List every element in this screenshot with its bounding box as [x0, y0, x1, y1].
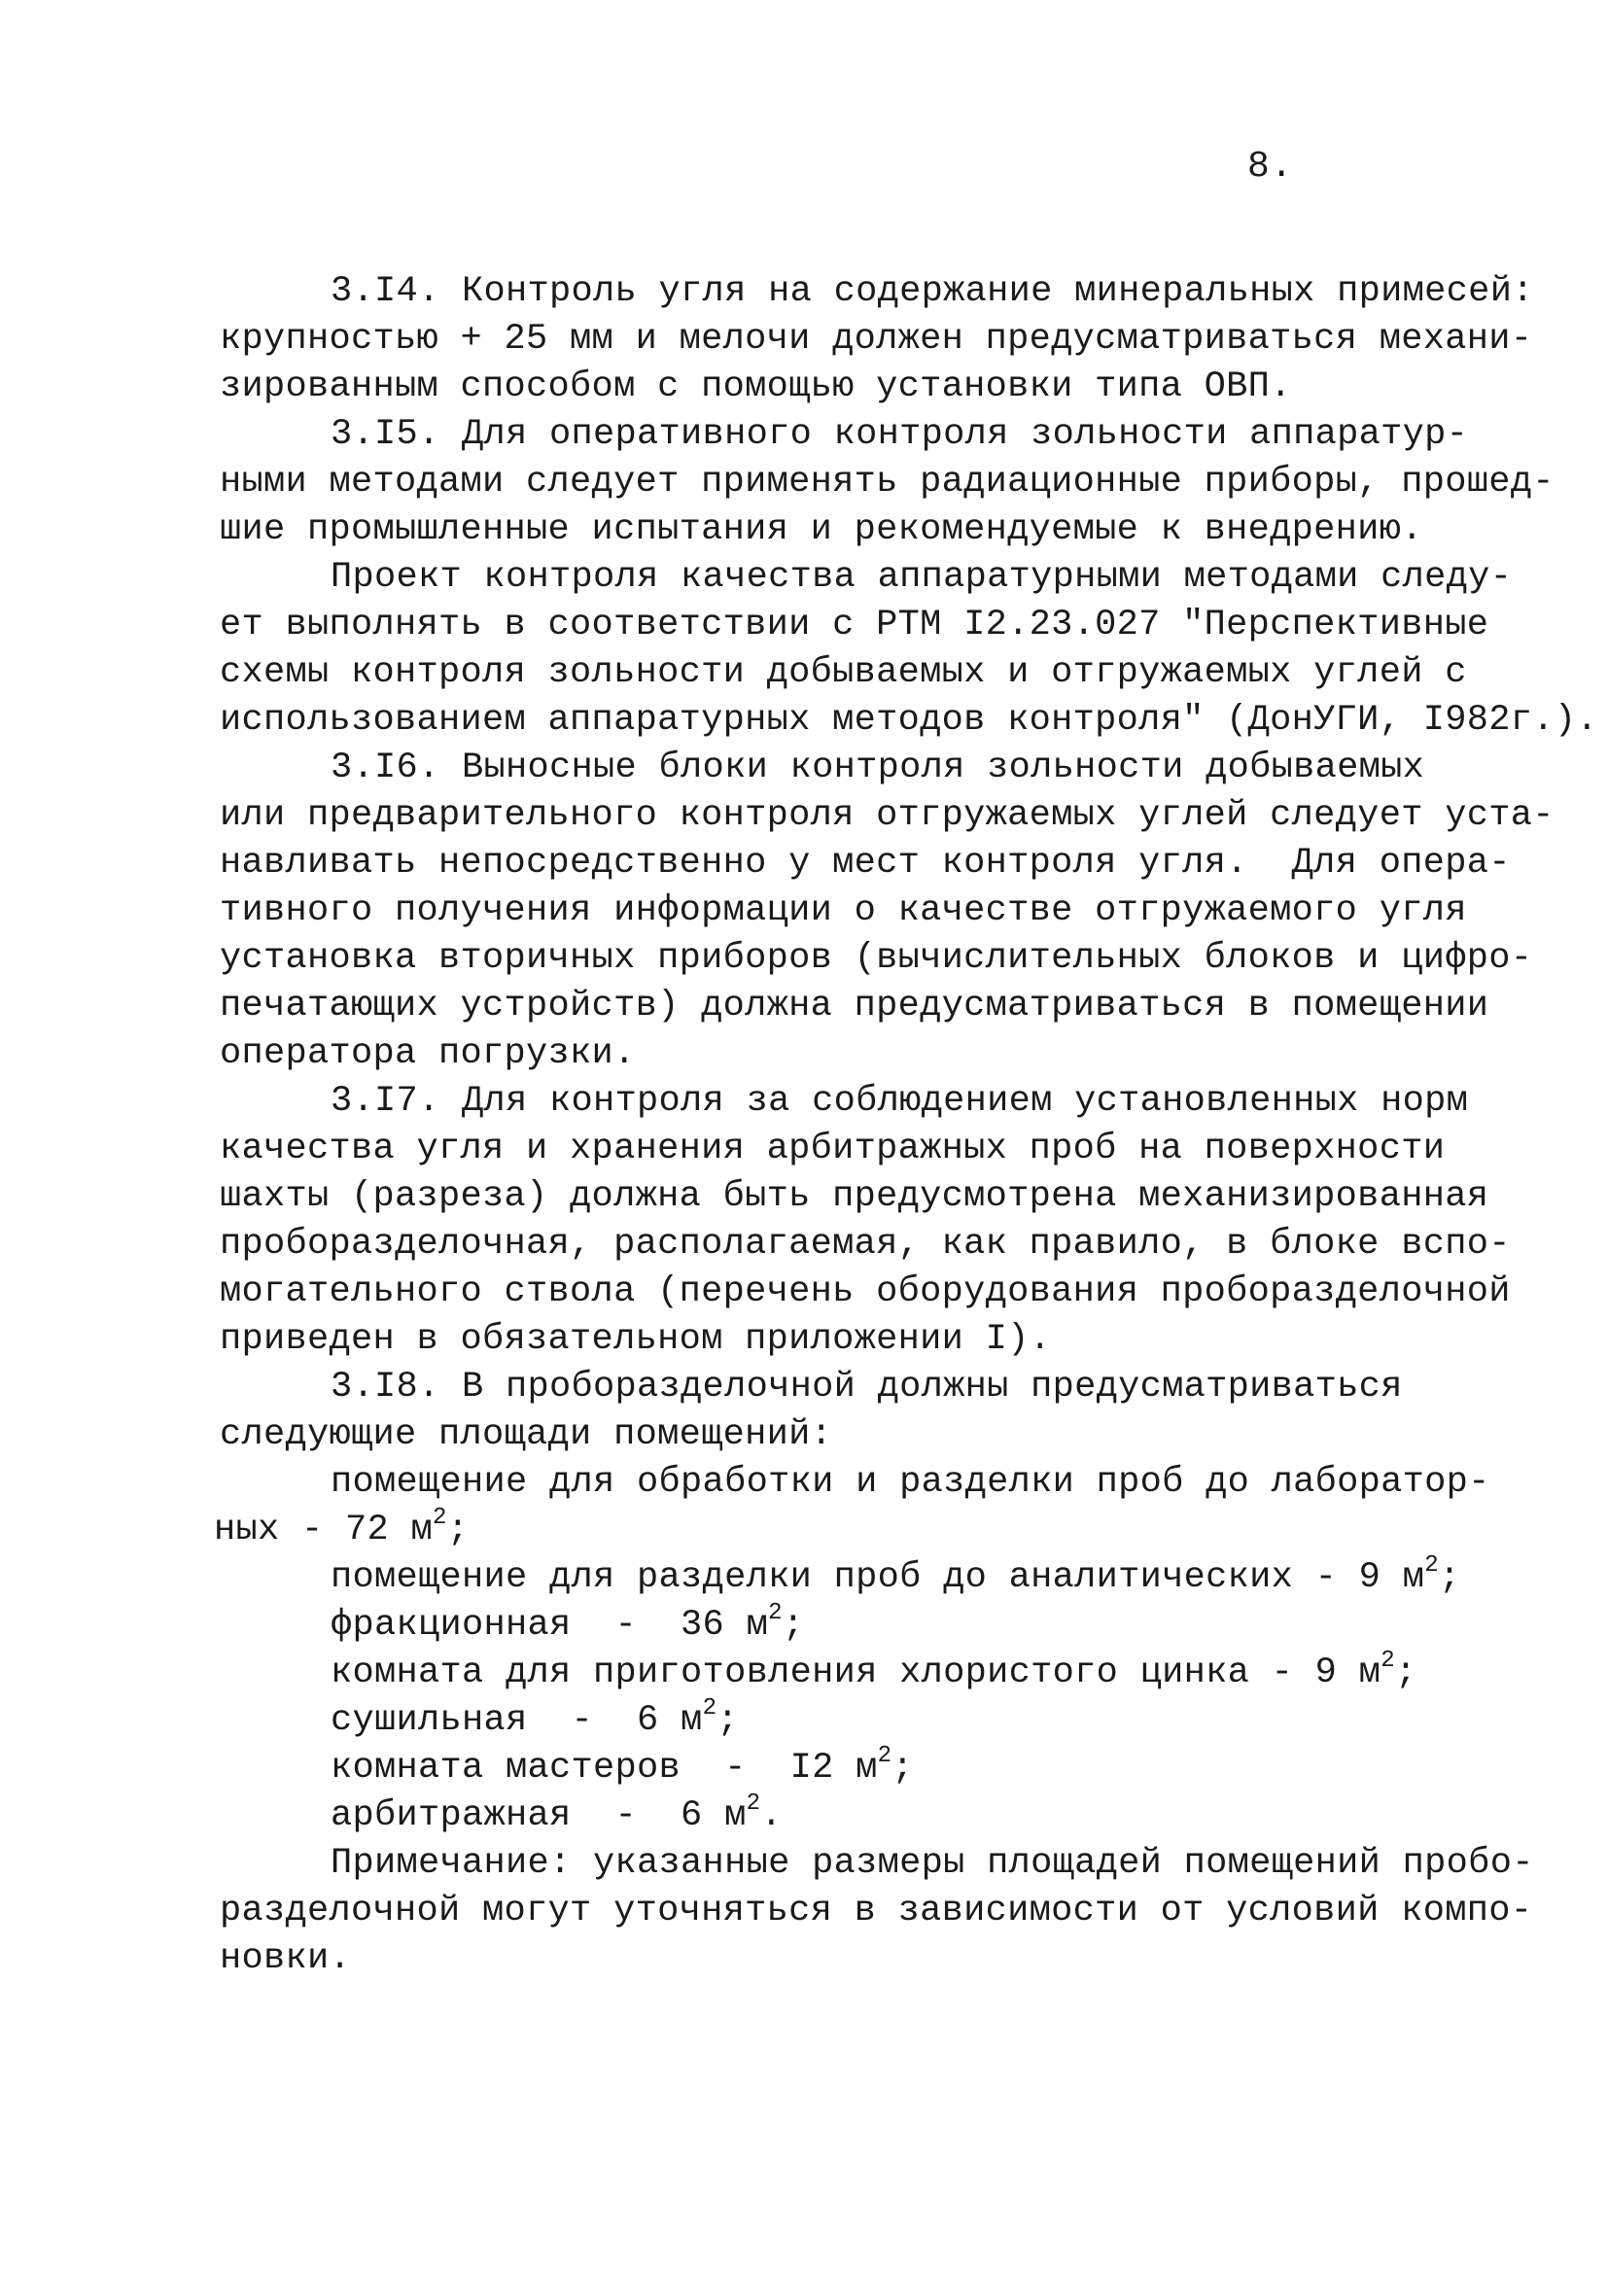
- text-line: ными методами следует применять радиационные приборы, прошед-: [220, 462, 1555, 503]
- room-area-item: ных - 72 $м^2$;: [214, 1505, 470, 1550]
- note-line: Примечание: указанные размеры площадей помещений пробо-: [331, 1843, 1534, 1884]
- text-line: могательного ствола (перечень оборудования проборазделочной: [220, 1271, 1511, 1312]
- text-line: проборазделочная, располагаемая, как правило, в блоке вспо-: [220, 1224, 1511, 1265]
- text-line: 3.I5. Для оперативного контроля зольности аппаратур-: [331, 414, 1469, 455]
- text-line: тивного получения информации о качестве отгружаемого угля: [220, 890, 1467, 931]
- text-line: крупностью + 25 мм и мелочи должен предусматриваться механи-: [220, 319, 1533, 360]
- room-area-item: помещение для обработки и разделки проб до лаборатор-: [331, 1462, 1490, 1503]
- room-area-item: помещение для разделки проб до аналитических - 9 $м^2$;: [331, 1552, 1461, 1598]
- text-line: 3.I6. Выносные блоки контроля зольности добываемых: [331, 748, 1425, 788]
- text-line: 3.I8. В проборазделочной должны предусматриваться: [331, 1367, 1403, 1408]
- text-line: зированным способом с помощью установки типа ОВП.: [220, 366, 1292, 407]
- text-line: 3.I4. Контроль угля на содержание минеральных примесей:: [331, 271, 1534, 312]
- page-number: 8.: [1247, 146, 1294, 188]
- text-line: приведен в обязательном приложении I).: [220, 1319, 1052, 1360]
- text-line: качества угля и хранения арбитражных проб на поверхности: [220, 1129, 1446, 1169]
- note-line: разделочной могут уточняться в зависимости от условий компо-: [220, 1891, 1533, 1931]
- text-line: оператора погрузки.: [220, 1033, 636, 1074]
- note-line: новки.: [220, 1938, 352, 1979]
- text-line: печатающих устройств) должна предусматриваться в помещении: [220, 986, 1489, 1026]
- text-line: или предварительного контроля отгружаемых углей следует уста-: [220, 795, 1555, 836]
- text-line: Проект контроля качества аппаратурными методами следу-: [331, 557, 1513, 598]
- text-line: шахты (разреза) должна быть предусмотрена механизированная: [220, 1176, 1489, 1217]
- text-line: шие промышленные испытания и рекомендуемые к внедрению.: [220, 509, 1423, 550]
- room-area-item: комната для приготовления хлористого цинка - 9 $м^2$;: [331, 1648, 1417, 1693]
- room-area-item: фракционная - 36 $м^2$;: [331, 1600, 805, 1646]
- text-line: схемы контроля зольности добываемых и отгружаемых углей с: [220, 652, 1467, 693]
- room-area-item: сушильная - 6 $м^2$;: [331, 1695, 739, 1741]
- text-line: 3.I7. Для контроля за соблюдением установленных норм: [331, 1081, 1469, 1122]
- room-area-item: арбитражная - 6 $м^2$.: [331, 1791, 783, 1836]
- text-line: навливать непосредственно у мест контроля угля. Для опера-: [220, 843, 1511, 884]
- text-line: следующие площади помещений:: [220, 1414, 833, 1455]
- text-line: установка вторичных приборов (вычислительных блоков и цифро-: [220, 938, 1533, 979]
- text-line: использованием аппаратурных методов контроля" (ДонУГИ, I982г.).: [220, 700, 1598, 741]
- room-area-item: комната мастеров - I2 $м^2$;: [331, 1743, 914, 1789]
- text-line: ет выполнять в соответствии с РТМ I2.23.027 "Перспективные: [220, 605, 1489, 645]
